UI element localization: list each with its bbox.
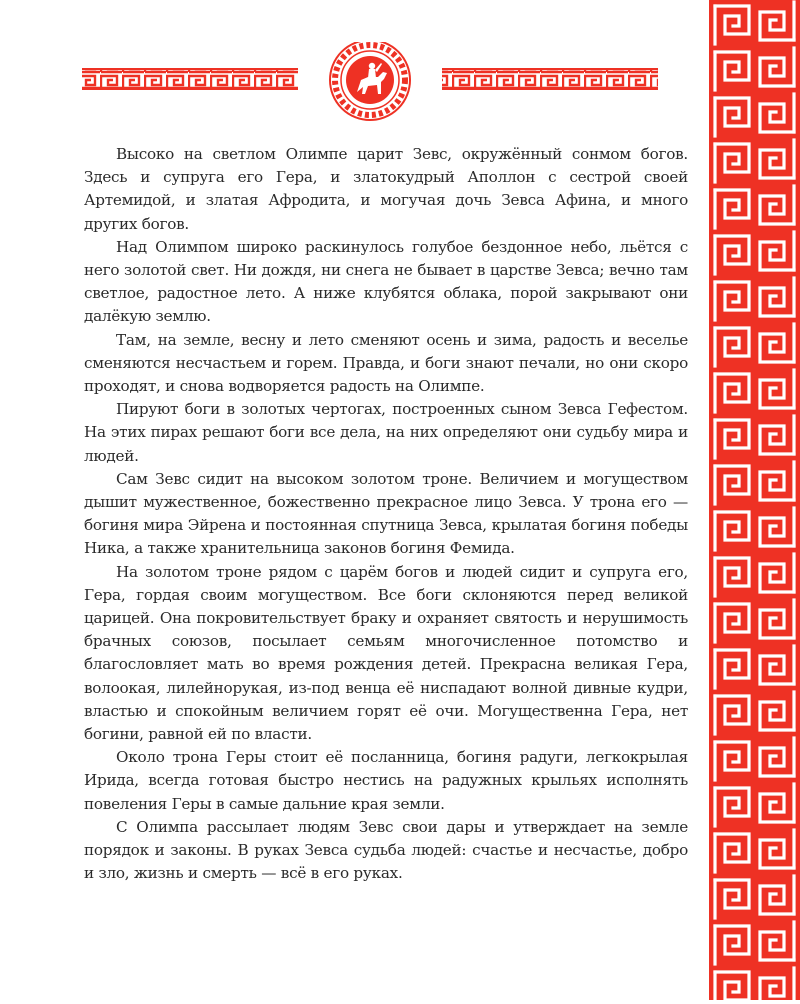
paragraph: На золотом троне рядом с царём богов и людей сидит и супруга его, Гера, гордая своим могуществом. Все боги склоняются перед великой царицей. Она покровительствует браку и охраняет святость и нерушимость брачных союзов, посылает семьям многочисленное потомство и благословляет мать во время рождения детей. Прекрасна великая Гера, волоокая, лилейнорукая, из-под венца её ниспадают волной дивные кудри, властью и спокойным величием горят её очи. Могущественна Гера, нет богини, равной ей по власти. [84,562,688,744]
paragraph: Высоко на светлом Олимпе царит Зевс, окружённый сонмом богов. Здесь и супруга его Гера, и златокудрый Аполлон с сестрой своей Артемидой, и златая Афродита, и могучая дочь Зевса Афина, и много других богов. [84,145,688,233]
paragraph: Сам Зевс сидит на высоком золотом троне. Величием и могуществом дышит мужественное, божественно прекрасное лицо Зевса. У трона его — богиня мира Эйрена и постоянная спутница Зевса, крылатая богиня победы Ника, а также хранительница законов богиня Фемида. [84,469,688,558]
greek-key-emblem-icon [78,42,698,132]
text-body [84,143,688,886]
paragraph: Над Олимпом широко раскинулось голубое бездонное небо, льётся с него золотой свет. Ни дождя, ни снега не бывает в царстве Зевса; вечно там светлое, радостное лето. А ниже клубятся облака, порой закрывают они далёкую землю. [84,237,688,326]
paragraph: С Олимпа рассылает людям Зевс свои дары и утверждает на земле порядок и законы. В руках Зевса судьба людей: счастье и несчастье, добро и зло, жизнь и смерть — всё в его руках. [84,817,688,883]
greek-meander-border-icon [709,0,800,1000]
paragraph: Пируют боги в золотых чертогах, построенных сыном Зевса Гефестом. На этих пирах решают боги все дела, на них определяют они судьбу мира и людей. [84,400,688,465]
paragraph: Там, на земле, весну и лето сменяют осень и зима, радость и веселье сменяются несчастьем и горем. Правда, и боги знают печали, но они скоро проходят, и снова водворяется радость на Олимпе. [84,330,688,396]
paragraph: Около трона Геры стоит её посланница, богиня радуги, легкокрылая Ирида, всегда готовая быстро нестись на радужных крыльях исполнять повеления Геры в самые дальние края земли. [84,748,688,813]
